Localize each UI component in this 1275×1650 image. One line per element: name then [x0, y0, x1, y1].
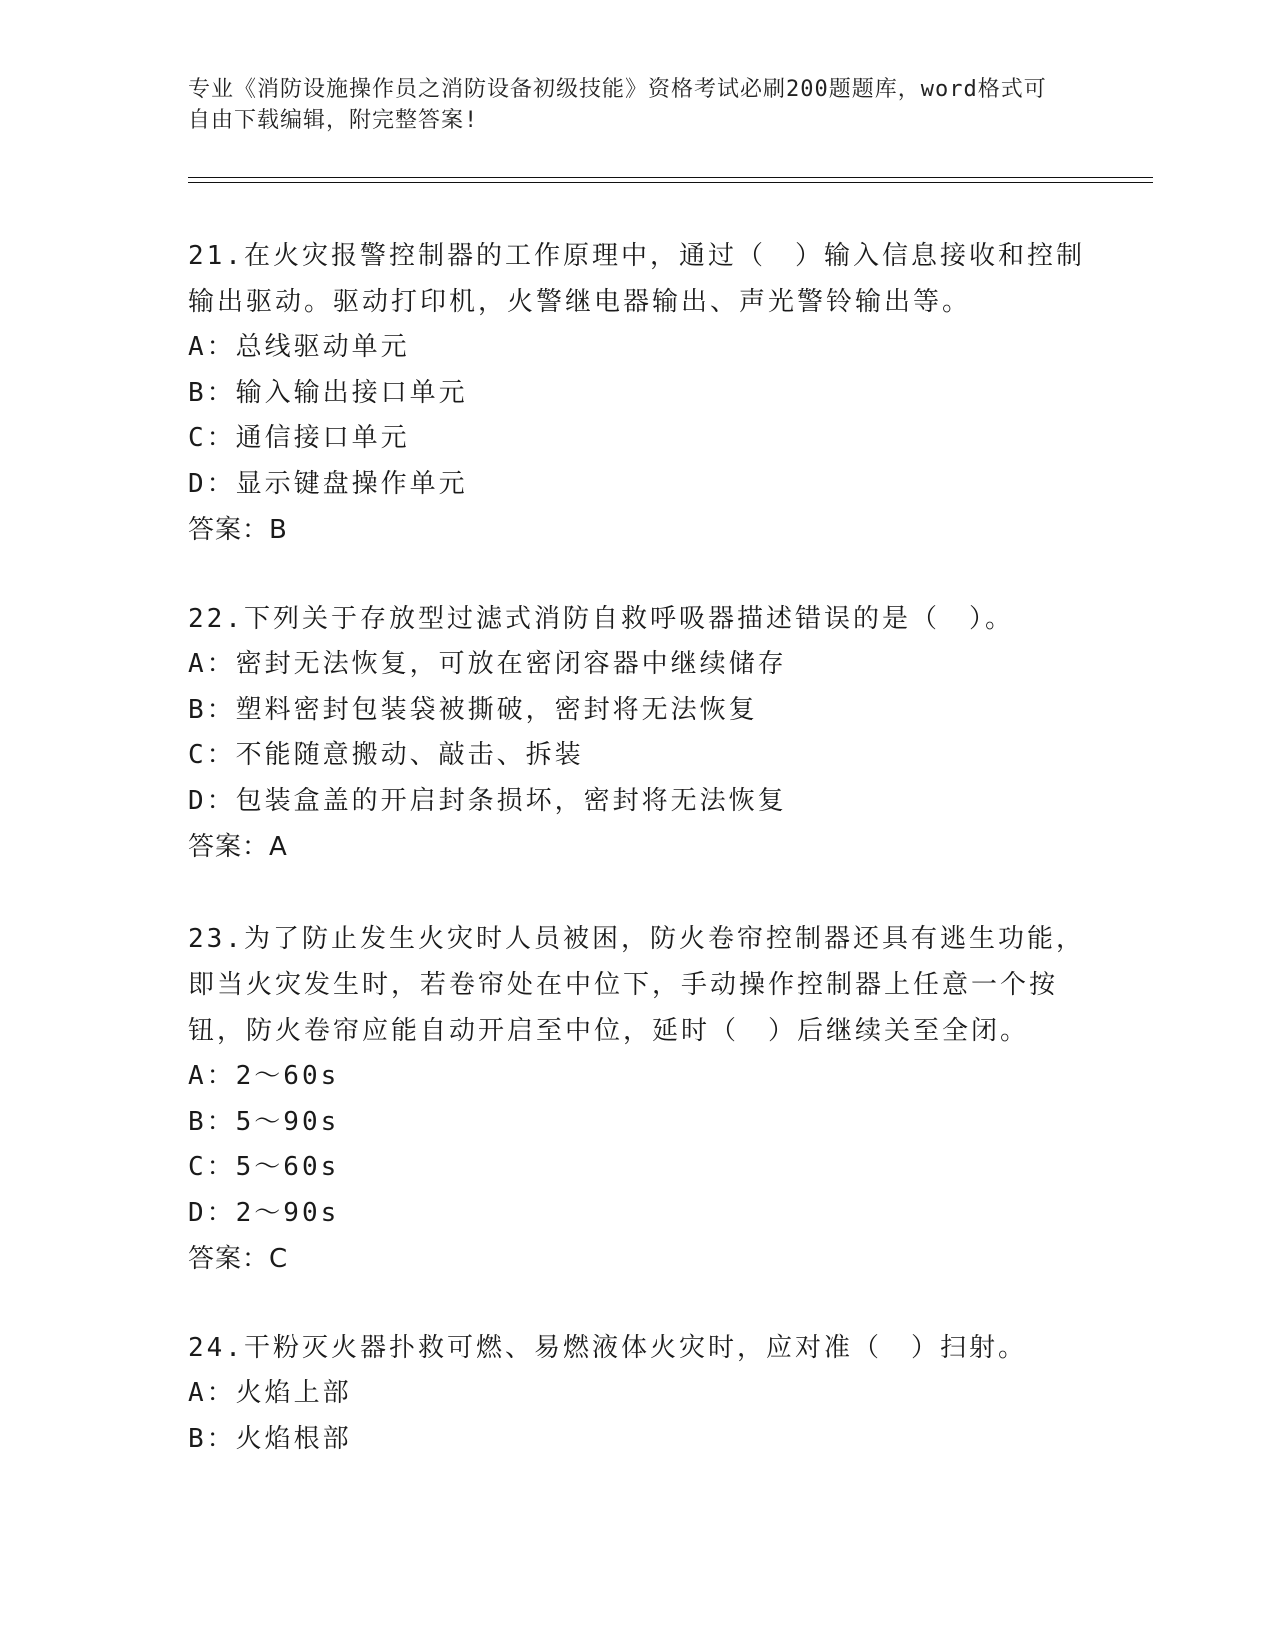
option-a: A：总线驱动单元	[188, 332, 410, 362]
option-b: B：输入输出接口单元	[188, 377, 468, 408]
option-a: A：2～60s	[188, 1061, 340, 1091]
option-c: C：不能随意搬动、敲击、拆装	[188, 740, 584, 770]
header-divider-top	[188, 177, 1153, 178]
answer: 答案：C	[188, 1244, 289, 1274]
question-23	[188, 916, 1088, 1282]
question-24	[188, 1325, 1088, 1462]
option-d: D：包装盒盖的开启封条损坏，密封将无法恢复	[188, 785, 787, 816]
document-header	[188, 74, 1068, 136]
option-b: B：5～90s	[188, 1106, 340, 1137]
question-text-line: 21.在火灾报警控制器的工作原理中，通过（ ）输入信息接收和控制	[188, 241, 1085, 271]
question-text-line: 22.下列关于存放型过滤式消防自救呼吸器描述错误的是（ ）。	[188, 604, 1014, 634]
question-text-line: 23.为了防止发生火灾时人员被困，防火卷帘控制器还具有逃生功能，	[188, 924, 1085, 954]
header-divider-bottom	[188, 182, 1153, 183]
question-text-line: 钮，防火卷帘应能自动开启至中位，延时（ ）后继续关至全闭。	[188, 1016, 1030, 1046]
option-a: A：密封无法恢复，可放在密闭容器中继续储存	[188, 649, 787, 679]
question-text-line: 输出驱动。驱动打印机，火警继电器输出、声光警铃输出等。	[188, 287, 972, 317]
answer: 答案：A	[188, 832, 288, 862]
option-b: B：火焰根部	[188, 1423, 352, 1454]
question-text-line: 24.干粉灭火器扑救可燃、易燃液体火灾时，应对准（ ）扫射。	[188, 1333, 1027, 1363]
option-d: D：2～90s	[188, 1197, 340, 1228]
option-b: B：塑料密封包装袋被撕破，密封将无法恢复	[188, 694, 758, 725]
question-21	[188, 233, 1088, 553]
option-a: A：火焰上部	[188, 1378, 352, 1408]
question-text-line: 即当火灾发生时，若卷帘处在中位下，手动操作控制器上任意一个按	[188, 970, 1059, 1000]
option-c: C：5～60s	[188, 1152, 340, 1182]
answer: 答案：B	[188, 515, 288, 545]
option-d: D：显示键盘操作单元	[188, 468, 468, 499]
option-c: C：通信接口单元	[188, 423, 410, 453]
header-text: 专业《消防设施操作员之消防设备初级技能》资格考试必刷200题题库，word格式可自由下载编辑，附完整答案!	[188, 77, 1047, 133]
question-22	[188, 596, 1088, 870]
